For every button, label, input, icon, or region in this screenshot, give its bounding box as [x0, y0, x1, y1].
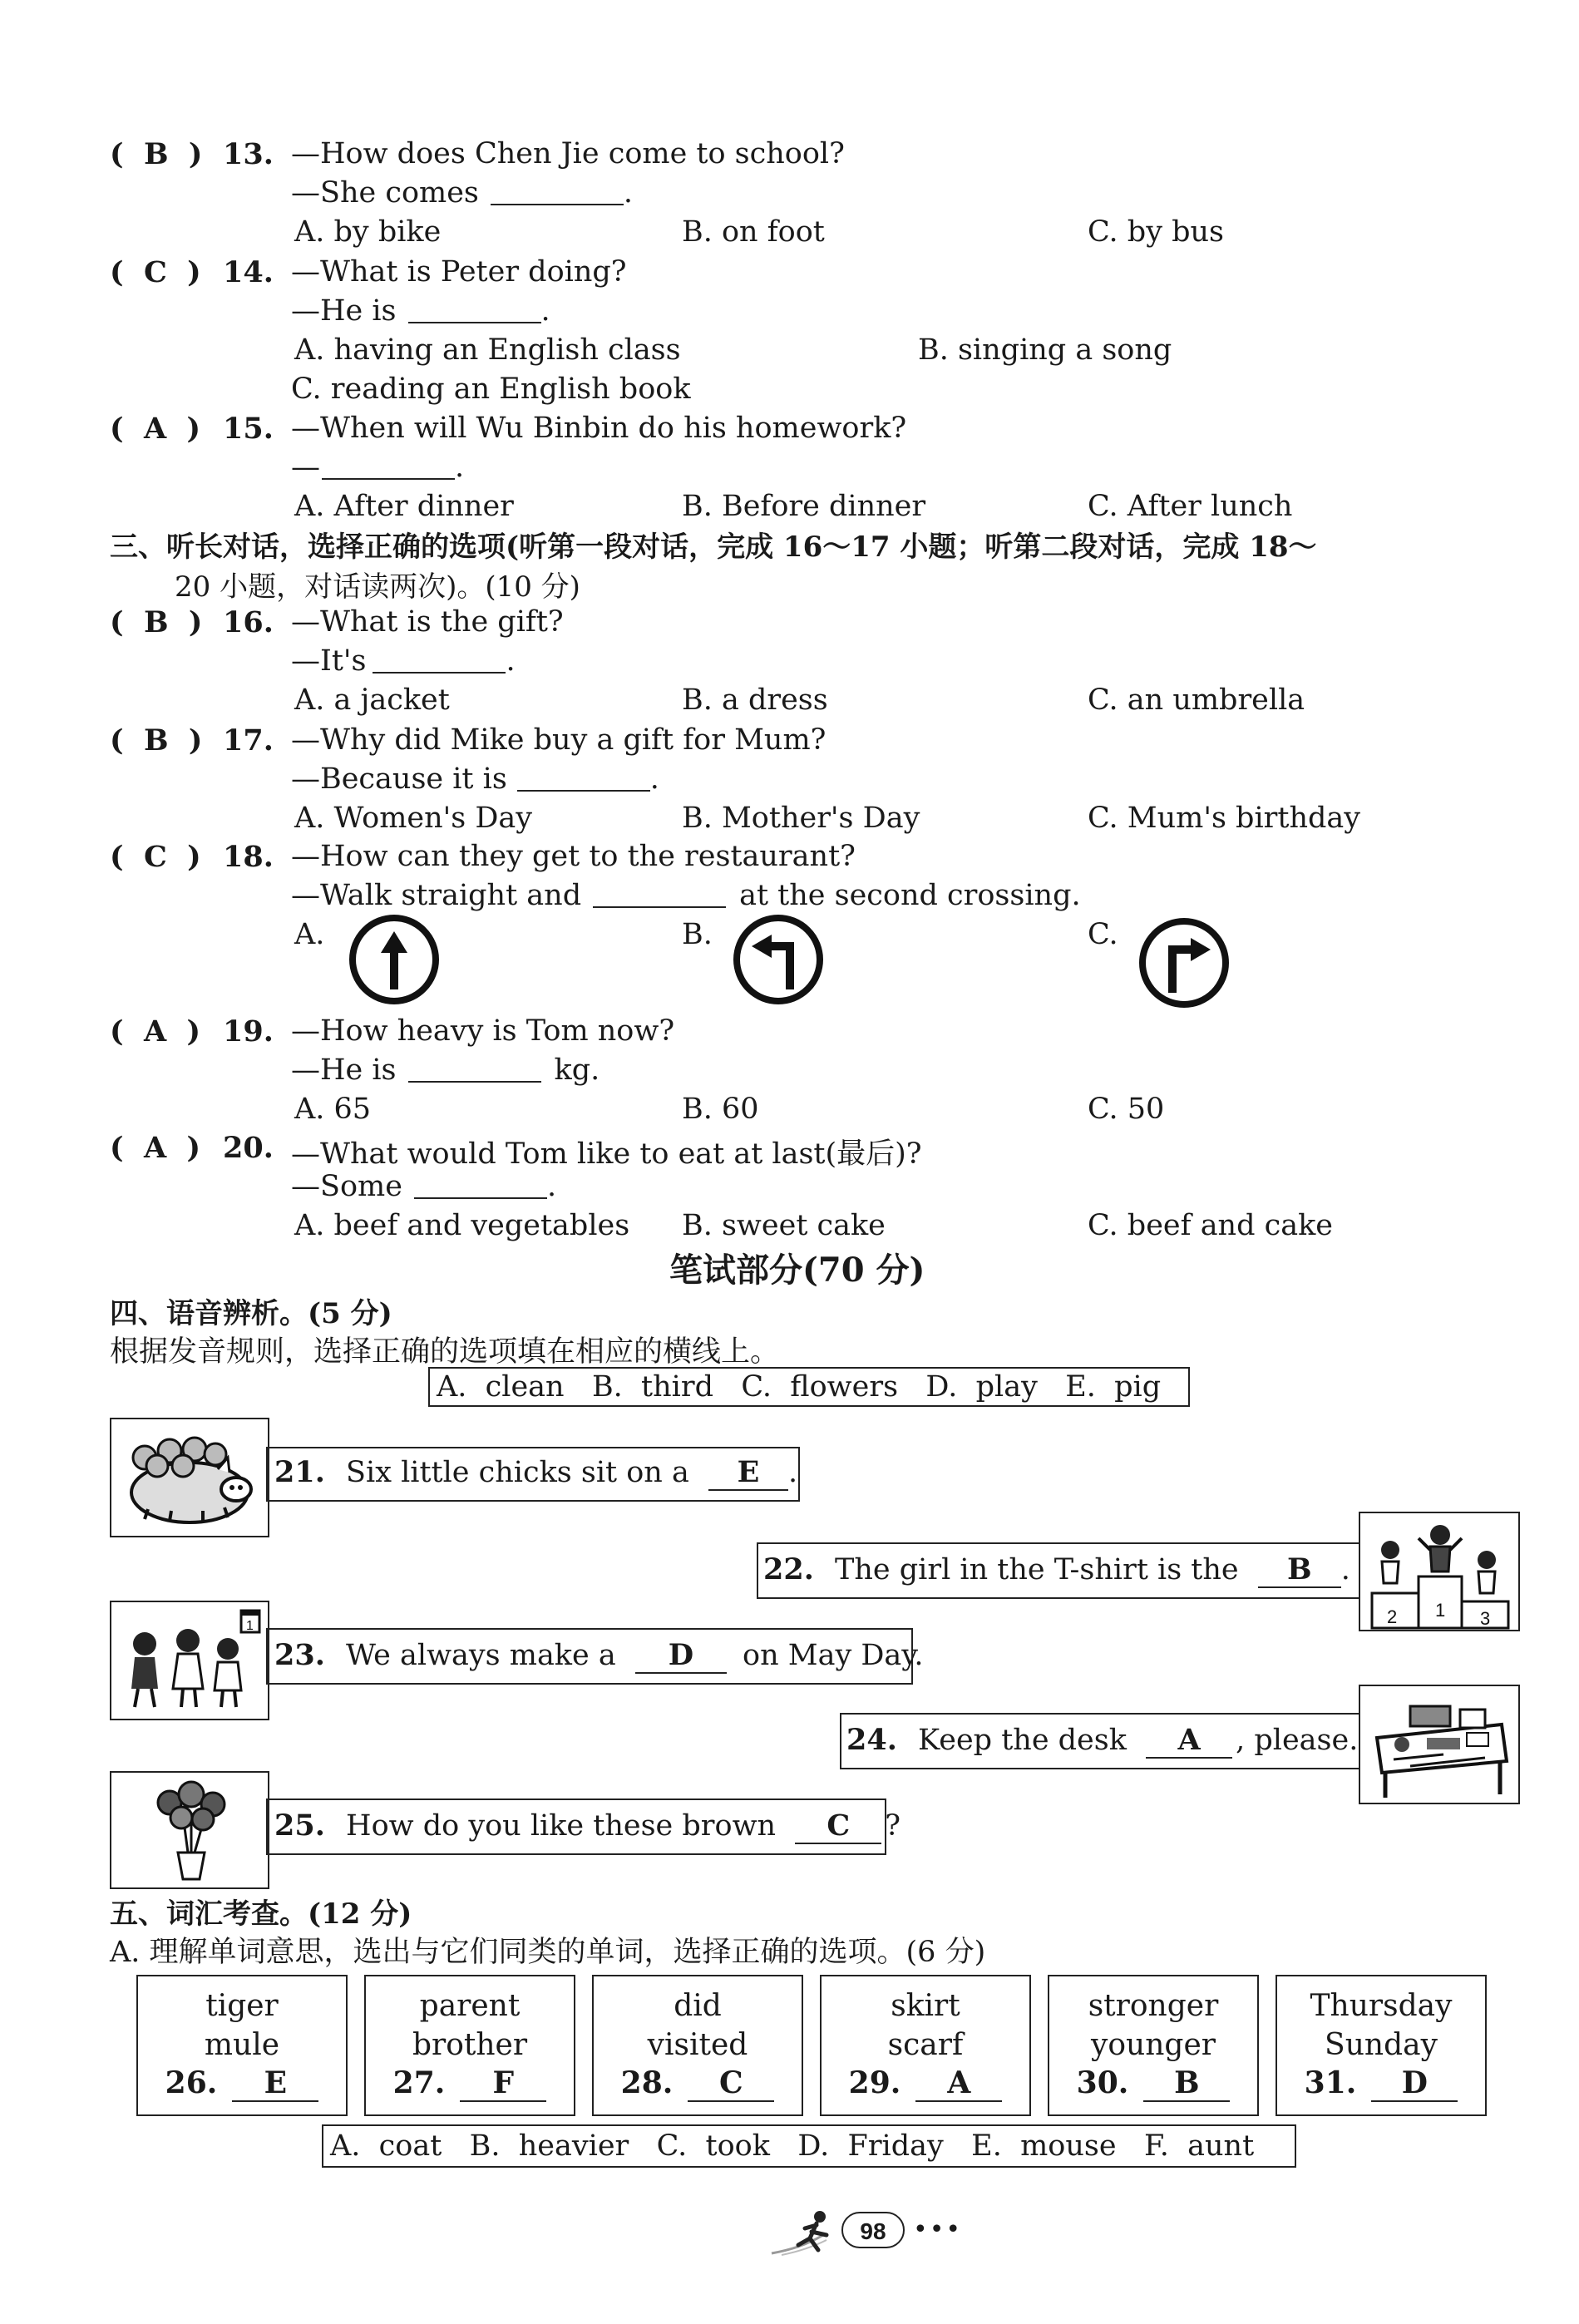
arrow-turn-right-icon	[1137, 916, 1231, 1009]
picture-kids-calendar	[110, 1601, 269, 1720]
item-text-end: on May Day.	[743, 1639, 924, 1672]
podium-label-2: 2	[1387, 1606, 1398, 1627]
answer-parentheses[interactable]: ( B )	[110, 137, 203, 171]
question-text: —When will Wu Binbin do his homework?	[291, 412, 907, 445]
answer-parentheses[interactable]: ( A )	[110, 412, 201, 446]
response-text: —She comes	[291, 176, 479, 210]
response-line	[291, 294, 550, 328]
answer-parentheses[interactable]: ( A )	[110, 1014, 201, 1049]
picture-flowers-vase	[110, 1771, 269, 1889]
option-a: A. After dinner	[294, 490, 514, 523]
option-b: B.	[682, 918, 713, 951]
page-number: 98	[860, 2218, 886, 2244]
vocab-box-28	[592, 1975, 803, 2116]
answer-letter: B	[143, 137, 169, 171]
response-text: —Some	[291, 1170, 402, 1203]
vocab-word-1: Thursday	[1310, 1989, 1453, 2023]
response-line	[291, 1170, 556, 1203]
option-b: B. Mother's Day	[682, 802, 920, 835]
item-text: How do you like these brown	[346, 1809, 777, 1843]
answer-blank[interactable]: C	[688, 2067, 774, 2102]
option-b: B. a dress	[682, 683, 828, 717]
question-number: 19.	[223, 1014, 274, 1049]
vocab-word-2: Sunday	[1325, 2028, 1438, 2062]
answer-blank[interactable]: C	[795, 1810, 881, 1844]
arrow-straight-icon	[348, 913, 441, 1006]
section3-heading-line2: 20 小题，对话读两次)。(10 分)	[175, 570, 580, 604]
vocab-word-2: younger	[1091, 2028, 1216, 2062]
vocab-word-1: stronger	[1088, 1989, 1219, 2023]
option-a: A. by bike	[294, 215, 442, 249]
answer-letter: A	[143, 1014, 167, 1049]
item-number: 31.	[1304, 2065, 1357, 2100]
answer-parentheses[interactable]: ( B )	[110, 605, 203, 639]
question-text: —How can they get to the restaurant?	[291, 840, 856, 873]
option-a: A. a jacket	[294, 683, 450, 717]
response-text: —He is	[291, 1053, 397, 1087]
answer-letter: A	[143, 1131, 167, 1165]
answer-parentheses[interactable]: ( B )	[110, 723, 203, 757]
item-text: We always make a	[346, 1639, 616, 1672]
item-25-box	[266, 1799, 901, 1855]
vocab-word-2: scarf	[887, 2028, 964, 2062]
response-text-end: at the second crossing.	[739, 879, 1081, 912]
question-text: —Why did Mike buy a gift for Mum?	[291, 723, 827, 757]
answer-letter: B	[143, 605, 169, 639]
answer-blank[interactable]: A	[915, 2067, 1002, 2102]
answer-blank[interactable]	[491, 179, 624, 205]
item-text: Keep the desk	[918, 1724, 1127, 1757]
calendar-label: 1	[246, 1619, 254, 1633]
answer-letter: B	[143, 723, 169, 757]
response-text: —Because it is	[291, 762, 507, 796]
response-text: —It's	[291, 644, 367, 678]
response-text-end: .	[506, 644, 516, 678]
section5-title: 五、词汇考查。(12 分)	[110, 1897, 412, 1931]
option-b: B. Before dinner	[682, 490, 926, 523]
written-part-title: 笔试部分(70 分)	[669, 1251, 925, 1290]
arrow-turn-left-icon	[732, 913, 825, 1006]
podium-label-1: 1	[1435, 1600, 1446, 1621]
response-line	[291, 644, 516, 678]
response-text-end: kg.	[554, 1053, 600, 1087]
response-line	[291, 176, 633, 210]
item-text: The girl in the T-shirt is the	[835, 1553, 1239, 1586]
vocab-word-1: tiger	[205, 1989, 279, 2023]
answer-letter: A	[143, 412, 167, 446]
option-a: A. Women's Day	[294, 802, 533, 835]
item-text-end: .	[1340, 1553, 1350, 1586]
option-b: B. on foot	[682, 215, 825, 249]
vocab-box-31	[1276, 1975, 1487, 2116]
answer-parentheses[interactable]: ( C )	[110, 255, 201, 289]
response-line	[291, 1053, 600, 1087]
section5-options-box	[322, 2124, 1296, 2168]
response-line	[291, 762, 659, 796]
question-number: 20.	[223, 1131, 274, 1165]
answer-blank[interactable]: B	[1258, 1554, 1341, 1588]
vocab-word-1: did	[674, 1989, 722, 2023]
item-22-box	[757, 1542, 1363, 1599]
item-number: 25.	[274, 1808, 325, 1843]
question-number: 13.	[223, 137, 274, 171]
question-number: 14.	[223, 255, 274, 289]
answer-blank[interactable]: F	[460, 2067, 546, 2102]
item-number: 24.	[846, 1723, 897, 1757]
vocab-word-2: visited	[647, 2028, 748, 2062]
response-text-end: .	[455, 451, 465, 484]
question-text: —What is the gift?	[291, 605, 564, 639]
option-c: C. an umbrella	[1088, 683, 1305, 717]
picture-podium	[1359, 1512, 1520, 1631]
answer-blank[interactable]: B	[1143, 2067, 1230, 2102]
page-number-badge	[841, 2212, 905, 2248]
item-number: 21.	[274, 1455, 325, 1489]
answer-blank[interactable]: E	[708, 1457, 788, 1491]
question-number: 18.	[223, 840, 274, 874]
vocab-box-27	[364, 1975, 575, 2116]
answer-blank[interactable]: A	[1146, 1724, 1232, 1759]
option-c: C. After lunch	[1088, 490, 1293, 523]
section4-options-box	[428, 1367, 1190, 1407]
question-text: —How heavy is Tom now?	[291, 1014, 675, 1048]
item-text-end: .	[787, 1456, 798, 1489]
item-21-box	[266, 1447, 800, 1502]
answer-blank[interactable]	[373, 647, 506, 674]
answer-parentheses[interactable]: ( A )	[110, 1131, 201, 1165]
option-a: A. having an English class	[294, 333, 681, 367]
question-text: —How does Chen Jie come to school?	[291, 137, 845, 170]
option-c: C. 50	[1088, 1093, 1165, 1126]
option-a: A. beef and vegetables	[294, 1209, 630, 1242]
response-text-end: .	[546, 1170, 557, 1203]
picture-messy-desk	[1359, 1685, 1520, 1804]
section4-title: 四、语音辨析。(5 分)	[110, 1297, 392, 1330]
option-b: B. singing a song	[918, 333, 1172, 367]
answer-blank[interactable]: E	[232, 2067, 318, 2102]
answer-blank[interactable]	[408, 297, 541, 323]
answer-blank[interactable]	[408, 1056, 541, 1083]
item-number: 26.	[165, 2065, 218, 2100]
vocab-word-1: skirt	[891, 1989, 960, 2023]
question-text: —What is Peter doing?	[291, 255, 627, 289]
item-text-end: , please.	[1236, 1724, 1359, 1757]
response-text-end: .	[649, 762, 659, 796]
vocab-word-2: brother	[412, 2028, 528, 2062]
section4-options: A. clean B. third C. flowers D. play E. pig	[437, 1370, 1162, 1404]
vocab-box-30	[1048, 1975, 1259, 2116]
question-text: —What would Tom like to eat at last(最后)?	[291, 1137, 922, 1171]
item-number: 23.	[274, 1638, 325, 1672]
response-text-end: .	[623, 176, 634, 210]
picture-pig	[110, 1418, 269, 1537]
answer-letter: C	[143, 255, 167, 289]
option-c: C. Mum's birthday	[1088, 802, 1361, 835]
item-number: 22.	[763, 1552, 814, 1586]
option-b: B. sweet cake	[682, 1209, 886, 1242]
response-text: —He is	[291, 294, 397, 328]
item-number: 27.	[392, 2065, 446, 2100]
podium-label-3: 3	[1480, 1608, 1491, 1629]
answer-blank[interactable]	[414, 1172, 547, 1199]
response-text-end: .	[540, 294, 550, 328]
item-24-box	[840, 1713, 1363, 1769]
item-number: 28.	[620, 2065, 674, 2100]
answer-blank[interactable]: D	[1371, 2067, 1458, 2102]
answer-blank[interactable]	[517, 765, 650, 792]
item-text-end: ?	[885, 1809, 901, 1843]
section4-instruction: 根据发音规则，选择正确的选项填在相应的横线上。	[110, 1335, 780, 1369]
vocab-word-2: mule	[204, 2028, 280, 2062]
response-text: —Walk straight and	[291, 879, 582, 912]
answer-blank[interactable]	[593, 881, 726, 908]
option-a: A. 65	[294, 1093, 372, 1126]
answer-letter: C	[143, 840, 167, 874]
answer-blank[interactable]: D	[635, 1640, 727, 1674]
section3-heading-line1: 三、听长对话，选择正确的选项(听第一段对话，完成 16～17 小题；听第二段对话，完成 18～	[110, 530, 1317, 564]
vocab-box-26	[136, 1975, 348, 2116]
item-23-box	[266, 1628, 924, 1685]
page-dots: •••	[913, 2215, 963, 2244]
response-text: —	[291, 451, 320, 484]
question-number: 17.	[223, 723, 274, 757]
option-b: B. 60	[682, 1093, 759, 1126]
section5-instruction: A. 理解单词意思，选出与它们同类的单词，选择正确的选项。(6 分)	[110, 1936, 986, 1969]
option-c: C.	[1088, 918, 1118, 951]
section5-options: A. coat B. heavier C. took D. Friday E. mouse F. aunt	[330, 2129, 1255, 2163]
option-c: C. beef and cake	[1088, 1209, 1334, 1242]
option-c: C. reading an English book	[291, 373, 691, 406]
item-number: 30.	[1076, 2065, 1129, 2100]
answer-parentheses[interactable]: ( C )	[110, 840, 201, 874]
option-c: C. by bus	[1088, 215, 1224, 249]
question-number: 15.	[223, 412, 274, 446]
vocab-box-29	[820, 1975, 1031, 2116]
item-text: Six little chicks sit on a	[346, 1456, 689, 1489]
option-a: A.	[294, 918, 325, 951]
item-number: 29.	[848, 2065, 901, 2100]
answer-blank[interactable]	[322, 453, 455, 480]
response-line	[291, 879, 1081, 912]
vocab-word-1: parent	[419, 1989, 521, 2023]
response-line	[291, 451, 464, 484]
question-number: 16.	[223, 605, 274, 639]
